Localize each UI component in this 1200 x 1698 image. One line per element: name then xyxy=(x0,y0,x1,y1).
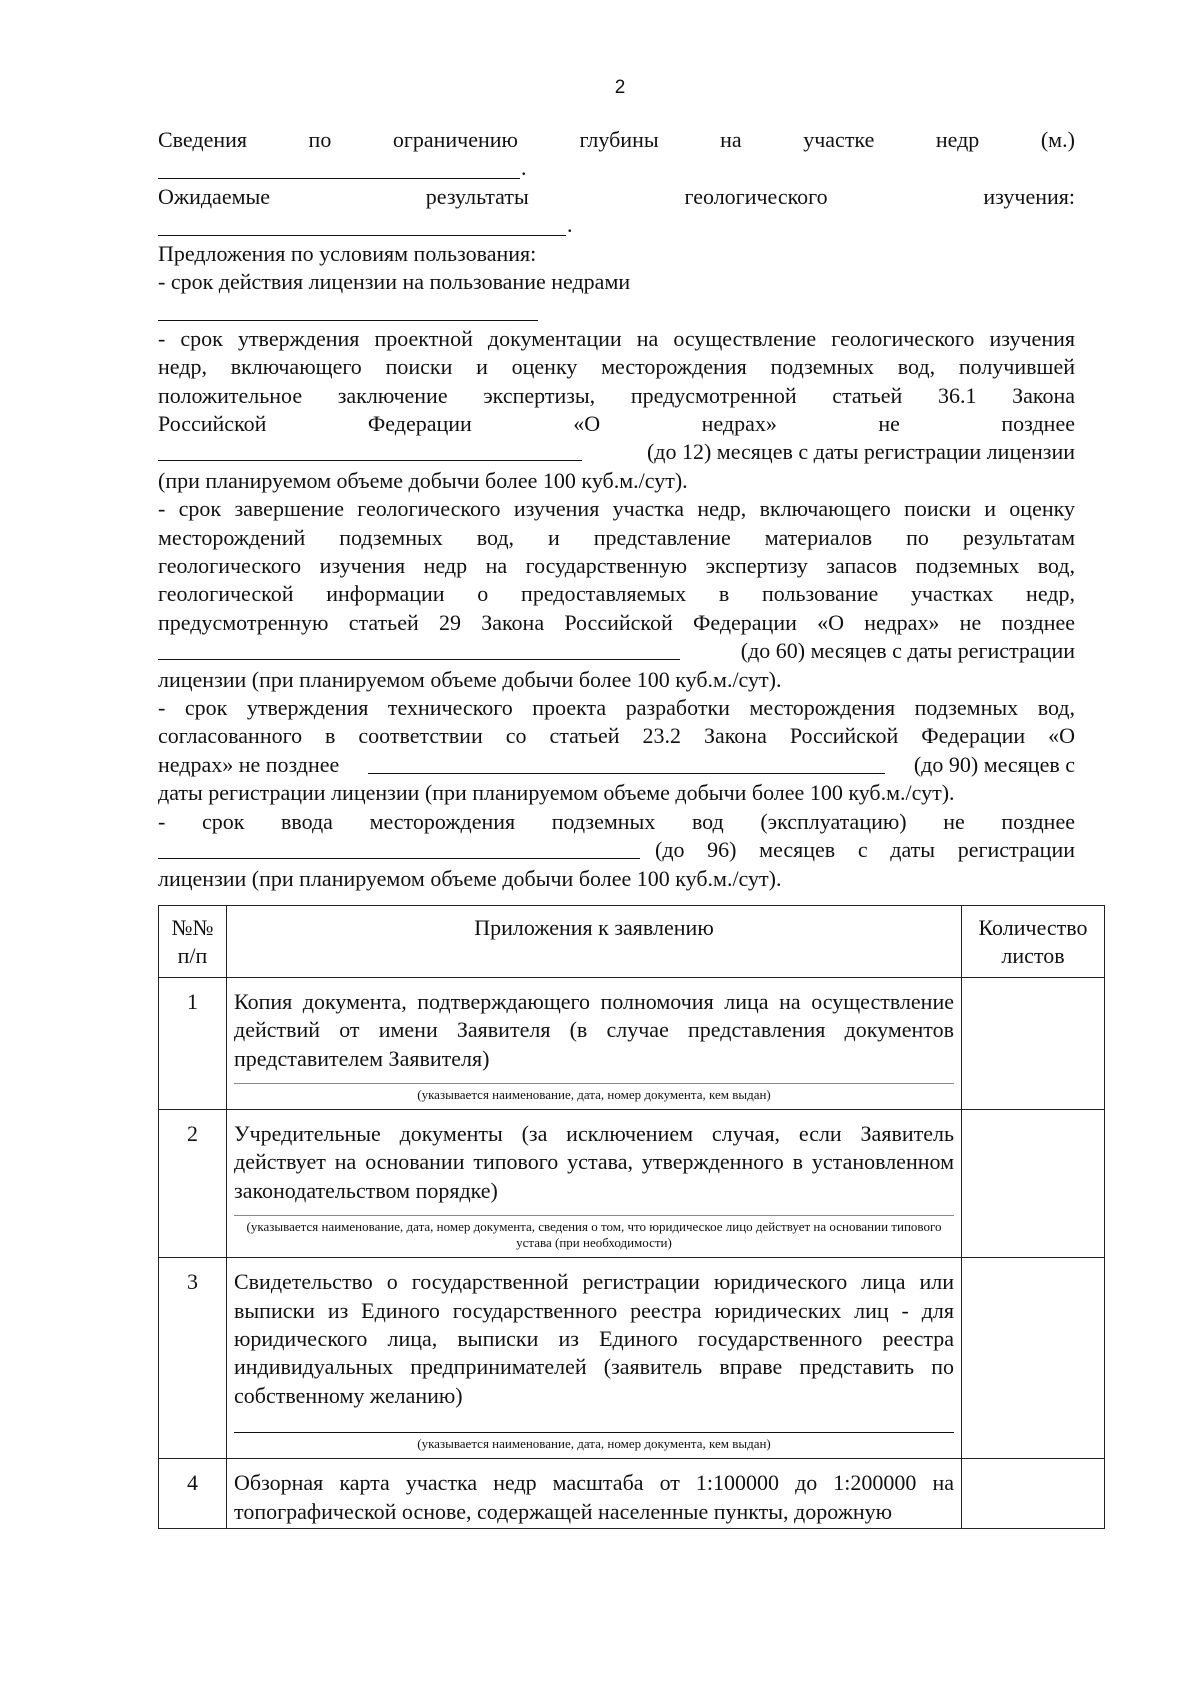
technical-term-field[interactable] xyxy=(368,751,885,774)
license-term-field[interactable] xyxy=(158,296,1075,324)
row-number: 2 xyxy=(159,1110,227,1258)
word: Федерации xyxy=(367,411,472,437)
technical-term-line: - срок утверждения технического проекта разработки месторождения подземных вод, xyxy=(158,695,1075,721)
table-row xyxy=(159,1258,1105,1459)
header-number: №№ п/п xyxy=(159,906,227,978)
attachment-text: Учредительные документы (за исключением случая, если Заявитель действует на основании типового устава, утвержденного в установленном законодательством порядке) xyxy=(234,1121,954,1203)
completion-term-field[interactable] xyxy=(158,637,680,660)
period: . xyxy=(521,155,527,181)
word: не xyxy=(878,411,900,437)
completion-term-line: месторождений подземных вод, и представление материалов по результатам xyxy=(158,524,1075,550)
completion-term-line: лицензии (при планируемом объеме добычи более 100 куб.м./сут). xyxy=(158,666,782,692)
commissioning-term-line xyxy=(158,836,1075,864)
period: . xyxy=(567,212,573,238)
project-term-line: положительное заключение экспертизы, предусмотренной статьей 36.1 Закона xyxy=(158,382,1075,408)
row-number: 4 xyxy=(159,1459,227,1529)
word: срок xyxy=(201,808,245,834)
application-body xyxy=(158,126,1075,893)
word: Российской xyxy=(158,411,267,437)
row-description xyxy=(227,1258,962,1459)
results-value-field[interactable] xyxy=(158,211,1075,239)
row-number: 1 xyxy=(159,977,227,1109)
word: вод xyxy=(691,808,724,834)
header-sheet-count: Количество листов xyxy=(962,906,1105,978)
table-header-row xyxy=(159,906,1105,978)
project-term-line xyxy=(158,410,1075,438)
word: по xyxy=(308,127,332,152)
license-term-label: - срок действия лицензии на пользование недрами xyxy=(158,269,631,294)
completion-term-line: - срок завершение геологического изучения участка недр, включающего поиски и оценку xyxy=(158,496,1075,522)
attachment-text: Свидетельство о государственной регистрации юридического лица или выписки из Единого государственного реестра юридических лиц - для юридического лица, выписки из Единого государственного реестра индивидуальных предпринимателей (заявитель вправе представить по собственному желанию) xyxy=(234,1269,954,1408)
sheet-count-cell[interactable] xyxy=(962,977,1105,1109)
word: Ожидаемые xyxy=(158,183,271,209)
attachment-text: Обзорная карта участка недр масштаба от 1:100000 до 1:200000 на топографической основе, содержащей населенные пункты, дорожную xyxy=(234,1470,954,1524)
header-attachments: Приложения к заявлению xyxy=(227,906,962,978)
word: недрах» xyxy=(701,411,777,437)
project-term-line: (при планируемом объеме добычи более 100 куб.м./сут). xyxy=(158,467,688,493)
word: (м.) xyxy=(1040,127,1075,152)
word: Сведения xyxy=(158,127,248,152)
table-row xyxy=(159,1110,1105,1258)
project-term-line: - срок утверждения проектной документации на осуществление геологического изучения xyxy=(158,325,1075,351)
project-term-suffix: (до 12) месяцев с даты регистрации лицензии xyxy=(646,439,1075,465)
word: участке xyxy=(803,127,875,152)
row-description xyxy=(227,977,962,1109)
row-description xyxy=(227,1110,962,1258)
completion-term-line: предусмотренную статьей 29 Закона Российской Федерации «О недрах» не позднее xyxy=(158,609,1075,635)
depth-value-field[interactable] xyxy=(158,154,1075,182)
commissioning-term-line xyxy=(158,808,1075,836)
attachment-hint: (указывается наименование, дата, номер документа, сведения о том, что юридическое лицо действует на основании типового устава (при необходимости) xyxy=(234,1215,954,1251)
sheet-count-cell[interactable] xyxy=(962,1459,1105,1529)
technical-term-prefix: недрах» не позднее xyxy=(158,751,340,777)
word: не xyxy=(943,808,965,834)
word: «О xyxy=(573,411,601,437)
commissioning-term-line: лицензии (при планируемом объеме добычи более 100 куб.м./сут). xyxy=(158,865,782,891)
attachment-text: Копия документа, подтверждающего полномочия лица на осуществление действий от имени Заявителя (в случае представления документов представителем Заявителя) xyxy=(234,988,954,1071)
attachments-table xyxy=(158,905,1105,1529)
completion-term-line xyxy=(158,637,1075,665)
table-row xyxy=(159,1459,1105,1529)
technical-term-line xyxy=(158,751,1075,779)
page-number: 2 xyxy=(614,77,626,98)
sheet-count-cell[interactable] xyxy=(962,1258,1105,1459)
word: - xyxy=(158,808,166,834)
technical-term-suffix: (до 90) месяцев с xyxy=(913,751,1075,777)
results-line xyxy=(158,183,1075,211)
proposals-heading: Предложения по условиям пользования: xyxy=(158,240,537,266)
word: подземных xyxy=(551,808,656,834)
word: месторождения xyxy=(369,808,516,834)
word: позднее xyxy=(1001,411,1075,437)
commissioning-term-suffix: (до 96) месяцев с даты регистрации xyxy=(655,837,1075,863)
word: позднее xyxy=(1001,808,1075,834)
table-row xyxy=(159,977,1105,1109)
commissioning-term-field[interactable] xyxy=(158,836,640,859)
technical-term-line: согласованного в соответствии со статьей 23.2 Закона Российской Федерации «О xyxy=(158,723,1075,749)
word: недр xyxy=(935,127,980,152)
project-term-field[interactable] xyxy=(158,438,582,461)
attachment-hint: (указывается наименование, дата, номер документа, кем выдан) xyxy=(234,1432,954,1452)
row-number: 3 xyxy=(159,1258,227,1459)
project-term-line xyxy=(158,438,1075,466)
word: глубины xyxy=(579,127,659,152)
technical-term-line: даты регистрации лицензии (при планируемом объеме добычи более 100 куб.м./сут). xyxy=(158,780,955,806)
completion-term-line: геологической информации о предоставляемых в пользование участках недр, xyxy=(158,581,1075,607)
word: на xyxy=(720,127,742,152)
word: изучения: xyxy=(983,183,1075,209)
attachment-hint: (указывается наименование, дата, номер документа, кем выдан) xyxy=(234,1083,954,1103)
word: результаты xyxy=(425,183,529,209)
word: геологического xyxy=(684,183,828,209)
completion-term-line: геологического изучения недр на государственную экспертизу запасов подземных вод, xyxy=(158,553,1075,579)
depth-line xyxy=(158,126,1075,154)
project-term-line: недр, включающего поиски и оценку месторождения подземных вод, получившей xyxy=(158,354,1075,380)
completion-term-suffix: (до 60) месяцев с даты регистрации xyxy=(740,638,1075,664)
word: ввода xyxy=(281,808,333,834)
word: ограничению xyxy=(392,127,518,152)
row-description xyxy=(227,1459,962,1529)
sheet-count-cell[interactable] xyxy=(962,1110,1105,1258)
word: (эксплуатацию) xyxy=(760,808,907,834)
